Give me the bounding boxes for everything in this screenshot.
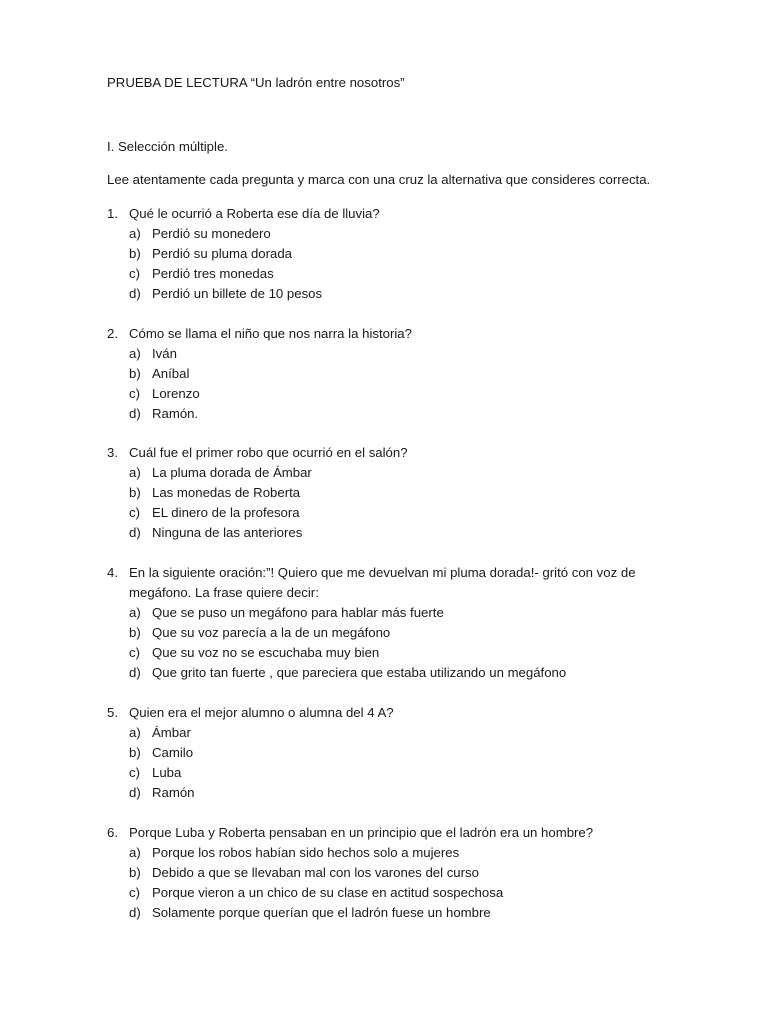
answer-option[interactable]	[107, 404, 647, 424]
option-text: Solamente porque querían que el ladrón fuese un hombre	[152, 905, 491, 920]
answer-option[interactable]	[107, 244, 647, 264]
answer-option[interactable]	[107, 224, 647, 244]
answer-option[interactable]	[107, 663, 647, 683]
option-letter: b)	[129, 745, 141, 760]
document-title: PRUEBA DE LECTURA “Un ladrón entre nosotros”	[107, 75, 405, 90]
option-text: Ramón.	[152, 406, 199, 421]
option-text: Ramón	[152, 785, 195, 800]
option-letter: c)	[129, 386, 140, 401]
option-text: La pluma dorada de Ámbar	[152, 465, 312, 480]
answer-option[interactable]	[107, 743, 647, 763]
option-letter: a)	[129, 605, 141, 620]
answer-option[interactable]	[107, 523, 647, 543]
question-text: En la siguiente oración:”! Quiero que me devuelvan mi pluma dorada!- gritó con voz de megáfono. La frase quiere decir:	[129, 565, 636, 600]
option-text: Que se puso un megáfono para hablar más fuerte	[152, 605, 444, 620]
option-letter: a)	[129, 845, 141, 860]
instructions: Lee atentamente cada pregunta y marca con una cruz la alternativa que consideres correcta.	[107, 172, 651, 187]
question-4	[107, 563, 647, 683]
option-text: Perdió tres monedas	[152, 266, 274, 281]
question-text: Cómo se llama el niño que nos narra la historia?	[129, 326, 412, 341]
answer-option[interactable]	[107, 264, 647, 284]
option-letter: a)	[129, 226, 141, 241]
answer-option[interactable]	[107, 603, 647, 623]
option-letter: d)	[129, 286, 141, 301]
question-number: 5.	[107, 705, 118, 720]
option-list	[107, 723, 647, 803]
option-list	[107, 843, 647, 923]
answer-option[interactable]	[107, 364, 647, 384]
option-text: Las monedas de Roberta	[152, 485, 301, 500]
option-text: Que su voz parecía a la de un megáfono	[152, 625, 391, 640]
option-letter: d)	[129, 525, 141, 540]
answer-option[interactable]	[107, 783, 647, 803]
question-number: 6.	[107, 825, 118, 840]
option-text: Lorenzo	[152, 386, 200, 401]
answer-option[interactable]	[107, 723, 647, 743]
answer-option[interactable]	[107, 843, 647, 863]
option-text: Porque los robos habían sido hechos solo a mujeres	[152, 845, 460, 860]
answer-option[interactable]	[107, 463, 647, 483]
option-text: Aníbal	[152, 366, 190, 381]
option-text: Perdió su monedero	[152, 226, 271, 241]
answer-option[interactable]	[107, 883, 647, 903]
option-letter: b)	[129, 246, 141, 261]
question-number: 3.	[107, 445, 118, 460]
question-text: Cuál fue el primer robo que ocurrió en el salón?	[129, 445, 408, 460]
option-letter: c)	[129, 505, 140, 520]
question-stem	[107, 823, 647, 843]
answer-option[interactable]	[107, 903, 647, 923]
option-letter: c)	[129, 885, 140, 900]
section-heading: I. Selección múltiple.	[107, 139, 228, 154]
option-text: Que su voz no se escuchaba muy bien	[152, 645, 380, 660]
question-number: 4.	[107, 565, 118, 580]
question-2	[107, 324, 647, 424]
option-letter: a)	[129, 465, 141, 480]
answer-option[interactable]	[107, 863, 647, 883]
option-list	[107, 463, 647, 543]
option-letter: b)	[129, 485, 141, 500]
question-text: Qué le ocurrió a Roberta ese día de lluvia?	[129, 206, 380, 221]
option-text: Perdió su pluma dorada	[152, 246, 293, 261]
option-letter: d)	[129, 665, 141, 680]
question-3	[107, 443, 647, 543]
option-text: Porque vieron a un chico de su clase en actitud sospechosa	[152, 885, 504, 900]
question-stem	[107, 443, 647, 463]
answer-option[interactable]	[107, 503, 647, 523]
option-text: Iván	[152, 346, 177, 361]
question-stem	[107, 204, 647, 224]
option-text: Ninguna de las anteriores	[152, 525, 303, 540]
option-text: Perdió un billete de 10 pesos	[152, 286, 323, 301]
answer-option[interactable]	[107, 643, 647, 663]
question-1	[107, 204, 647, 304]
option-letter: b)	[129, 865, 141, 880]
option-letter: d)	[129, 905, 141, 920]
answer-option[interactable]	[107, 483, 647, 503]
option-text: Debido a que se llevaban mal con los varones del curso	[152, 865, 479, 880]
question-stem	[107, 563, 647, 603]
option-letter: c)	[129, 266, 140, 281]
answer-option[interactable]	[107, 623, 647, 643]
option-list	[107, 344, 647, 424]
option-letter: d)	[129, 785, 141, 800]
question-stem	[107, 324, 647, 344]
question-6	[107, 823, 647, 923]
question-number: 2.	[107, 326, 118, 341]
answer-option[interactable]	[107, 284, 647, 304]
answer-option[interactable]	[107, 763, 647, 783]
question-text: Porque Luba y Roberta pensaban en un principio que el ladrón era un hombre?	[129, 825, 594, 840]
question-5	[107, 703, 647, 803]
question-text: Quien era el mejor alumno o alumna del 4 A?	[129, 705, 394, 720]
option-letter: c)	[129, 765, 140, 780]
option-letter: c)	[129, 645, 140, 660]
answer-option[interactable]	[107, 344, 647, 364]
option-text: Ámbar	[152, 725, 191, 740]
option-letter: a)	[129, 346, 141, 361]
option-text: Que grito tan fuerte , que pareciera que estaba utilizando un megáfono	[152, 665, 567, 680]
option-text: Luba	[152, 765, 182, 780]
question-number: 1.	[107, 206, 118, 221]
option-list	[107, 224, 647, 304]
option-letter: b)	[129, 625, 141, 640]
option-letter: d)	[129, 406, 141, 421]
option-text: EL dinero de la profesora	[152, 505, 300, 520]
answer-option[interactable]	[107, 384, 647, 404]
option-letter: b)	[129, 366, 141, 381]
question-stem	[107, 703, 647, 723]
option-letter: a)	[129, 725, 141, 740]
option-list	[107, 603, 647, 683]
option-text: Camilo	[152, 745, 194, 760]
